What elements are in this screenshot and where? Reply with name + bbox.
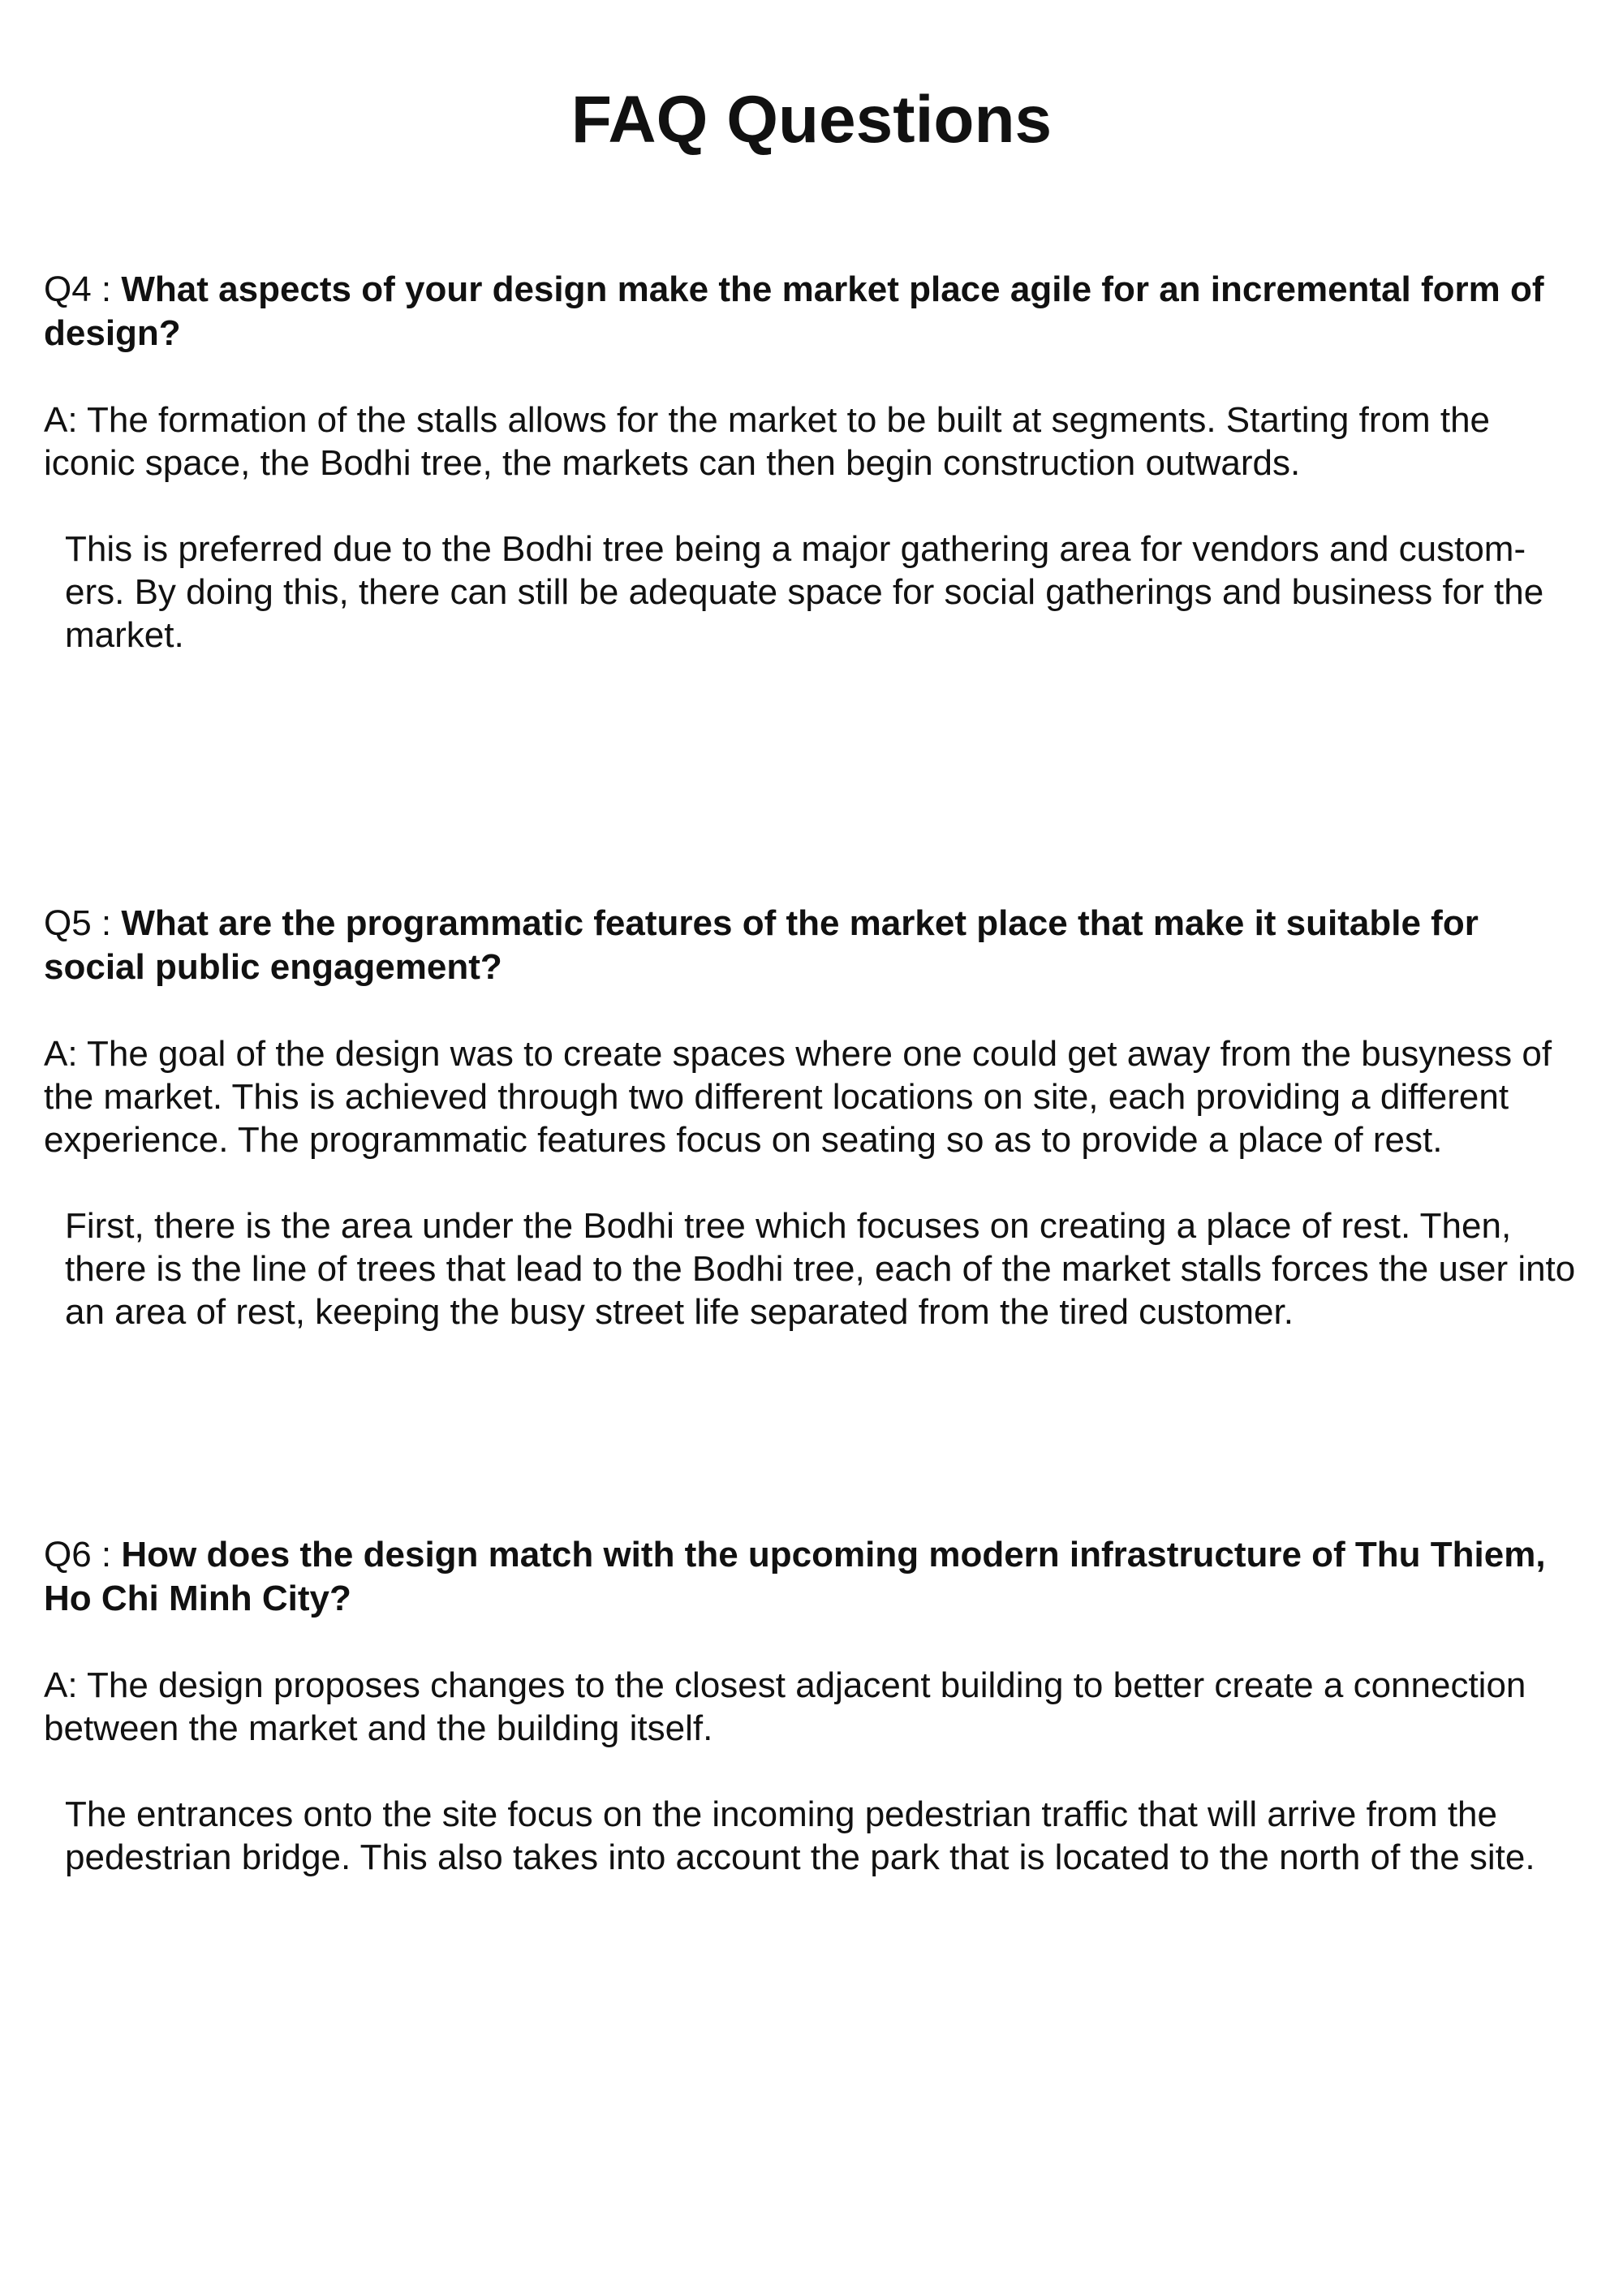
faq-item-q5	[44, 902, 1586, 1333]
question-number: Q6 :	[44, 1535, 122, 1574]
answer-paragraph: First, there is the area under the Bodhi tree which focuses on creating a place of rest. Then, there is the line of trees that lead to the Bodhi tree, each of the market stalls forces the user into an area of rest, keeping the busy street life separated from the tired customer.	[65, 1206, 1576, 1332]
faq-item-q4	[44, 268, 1586, 657]
question-text: What aspects of your design make the market place agile for an incremental form of design?	[44, 269, 1544, 353]
answer-paragraph: The entrances onto the site focus on the incoming pedestrian traffic that will arrive from the pedestrian bridge. This also takes into account the park that is located to the north of the site.	[65, 1794, 1535, 1877]
answer-paragraph: A: The formation of the stalls allows for the market to be built at segments. Starting from the iconic space, the Bodhi tree, the markets can then begin construction outwards.	[44, 400, 1491, 483]
question-text: How does the design match with the upcoming modern infrastructure of Thu Thiem, Ho Chi Minh City?	[44, 1535, 1546, 1618]
question-q5	[44, 902, 1586, 989]
question-q4	[44, 268, 1586, 355]
faq-item-q6	[44, 1533, 1586, 1879]
page-title: FAQ Questions	[570, 83, 1053, 157]
answer-paragraph: A: The goal of the design was to create spaces where one could get away from the busyness of the market. This is achieved through two different locations on site, each providing a different experience. The programmatic features focus on seating so as to provide a place of rest.	[44, 1034, 1552, 1160]
question-number: Q5 :	[44, 903, 122, 943]
question-number: Q4 :	[44, 269, 122, 309]
answer-paragraph: A: The design proposes changes to the closest adjacent building to better create a connection between the market and the building itself.	[44, 1665, 1526, 1748]
answer-paragraph: This is preferred due to the Bodhi tree being a major gathering area for vendors and custom- ers. By doing this, there can still be adequate space for social gatherings and business for the market.	[65, 529, 1544, 655]
question-q6	[44, 1533, 1586, 1621]
question-text: What are the programmatic features of the market place that make it suitable for social public engagement?	[44, 903, 1479, 987]
